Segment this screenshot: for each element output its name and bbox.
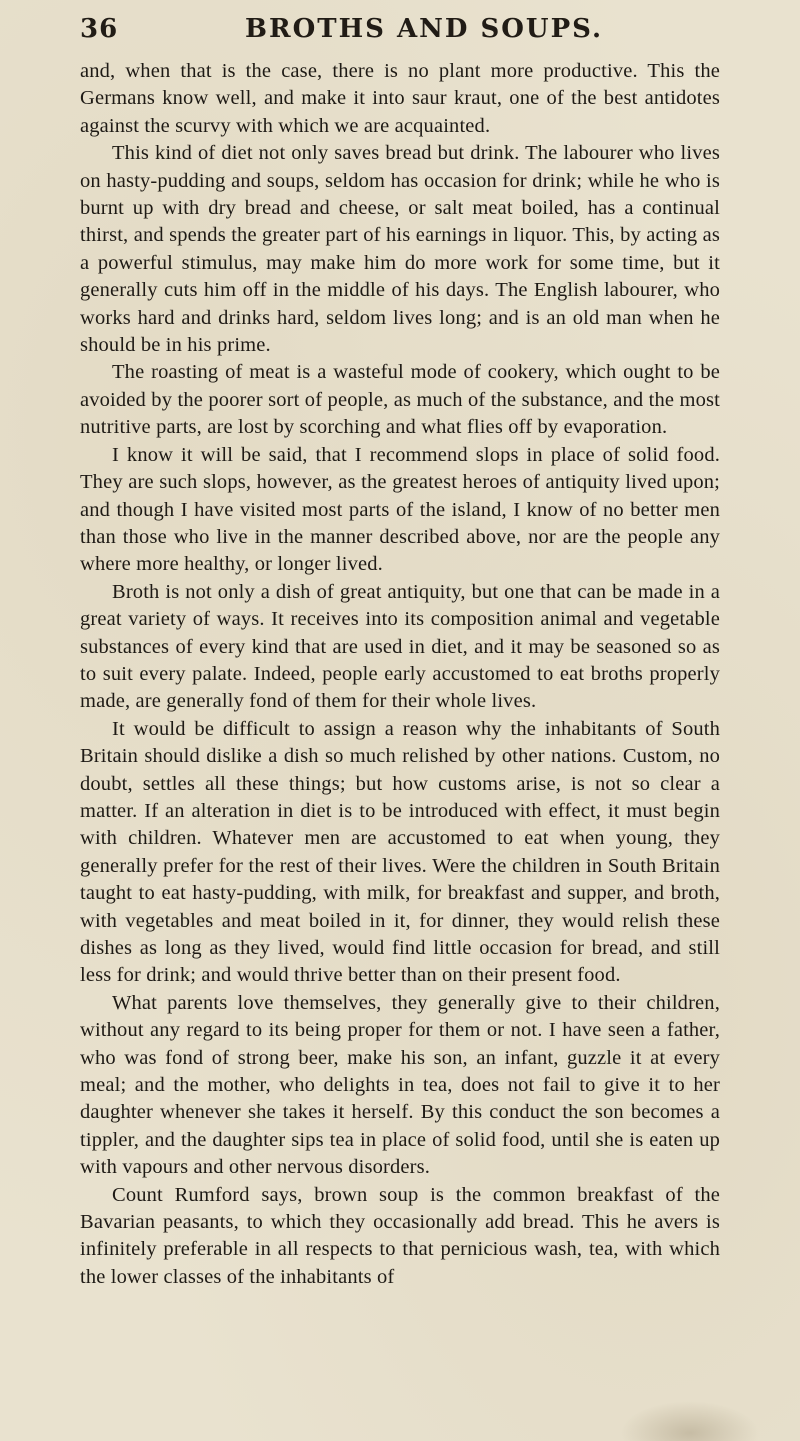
running-title: BROTHS AND SOUPS. [245, 14, 604, 44]
page-number: 36 [80, 14, 119, 44]
paragraph-south-britain: It would be difficult to assign a reason why the inhabitants of South Britain should dislike a dish so much relished by other nations. Custom, no doubt, settles all these things; but how customs arise, is not so clear a matter. If an alteration in diet is to be introduced with effect, it must begin with children. Whatever men are accustomed to eat when young, they generally prefer for the rest of their lives. Were the children in South Britain taught to eat hasty-pudding, with milk, for breakfast and supper, and broth, with vegetables and meat boiled in it, for dinner, they would relish these dishes as long as they lived, would find little occasion for bread, and still less for drink; and would thrive better than on their present food. [80, 717, 720, 987]
paragraph-diet-saves-bread: This kind of diet not only saves bread but drink. The labourer who lives on hasty-pudding and soups, seldom has occasion for drink; while he who is burnt up with dry bread and cheese, or salt meat boiled, has a continual thirst, and spends the greater part of his earnings in liquor. This, by acting as a powerful stimulus, may make him do more work for some time, but it generally cuts him off in the middle of his days. The English labourer, who works hard and drinks hard, seldom lives long; and is an old man when he should be in his prime. [80, 142, 720, 357]
paragraph-broth-antiquity: Broth is not only a dish of great antiquity, but one that can be made in a great variety of ways. It receives into its composition animal and vegetable substances of every kind that are used in diet, and it may be seasoned so as to suit every palate. Indeed, people early accustomed to eat broths properly made, are generally fond of them for their whole lives. [80, 580, 720, 713]
paragraph-count-rumford: Count Rumford says, brown soup is the common breakfast of the Bavarian peasants, to which they occasionally add bread. This he avers is infinitely preferable in all respects to that pernicious wash, tea, with which the lower classes of the inhabitants of [80, 1183, 720, 1288]
paragraph-parents: What parents love themselves, they generally give to their children, without any regard to its being proper for them or not. I have seen a father, who was fond of strong beer, make his son, an infant, guzzle it at every meal; and the mother, who delights in tea, does not fail to give it to her daughter whenever she takes it herself. By this conduct the son becomes a tippler, and the daughter sips tea in place of solid food, until she is eaten up with vapours and other nervous disorders. [80, 991, 720, 1179]
paragraph-slops: I know it will be said, that I recommend slops in place of solid food. They are such slops, however, as the greatest heroes of antiquity lived upon; and though I have visited most parts of the island, I know of no better men than those who live in the manner described above, nor are the people any where more healthy, or longer lived. [80, 443, 720, 576]
paragraph-roasting-meat: The roasting of meat is a wasteful mode of cookery, which ought to be avoided by the poorer sort of people, as much of the substance, and the most nutritive parts, are lost by scorching and what flies off by evaporation. [80, 361, 720, 439]
running-head [80, 12, 720, 52]
paper-stain [620, 1401, 760, 1441]
paragraph-continuation: and, when that is the case, there is no plant more productive. This the Germans know well, and make it into saur kraut, one of the best antidotes against the scurvy with which we are acquainted. [80, 60, 720, 137]
body-text [80, 58, 720, 1291]
